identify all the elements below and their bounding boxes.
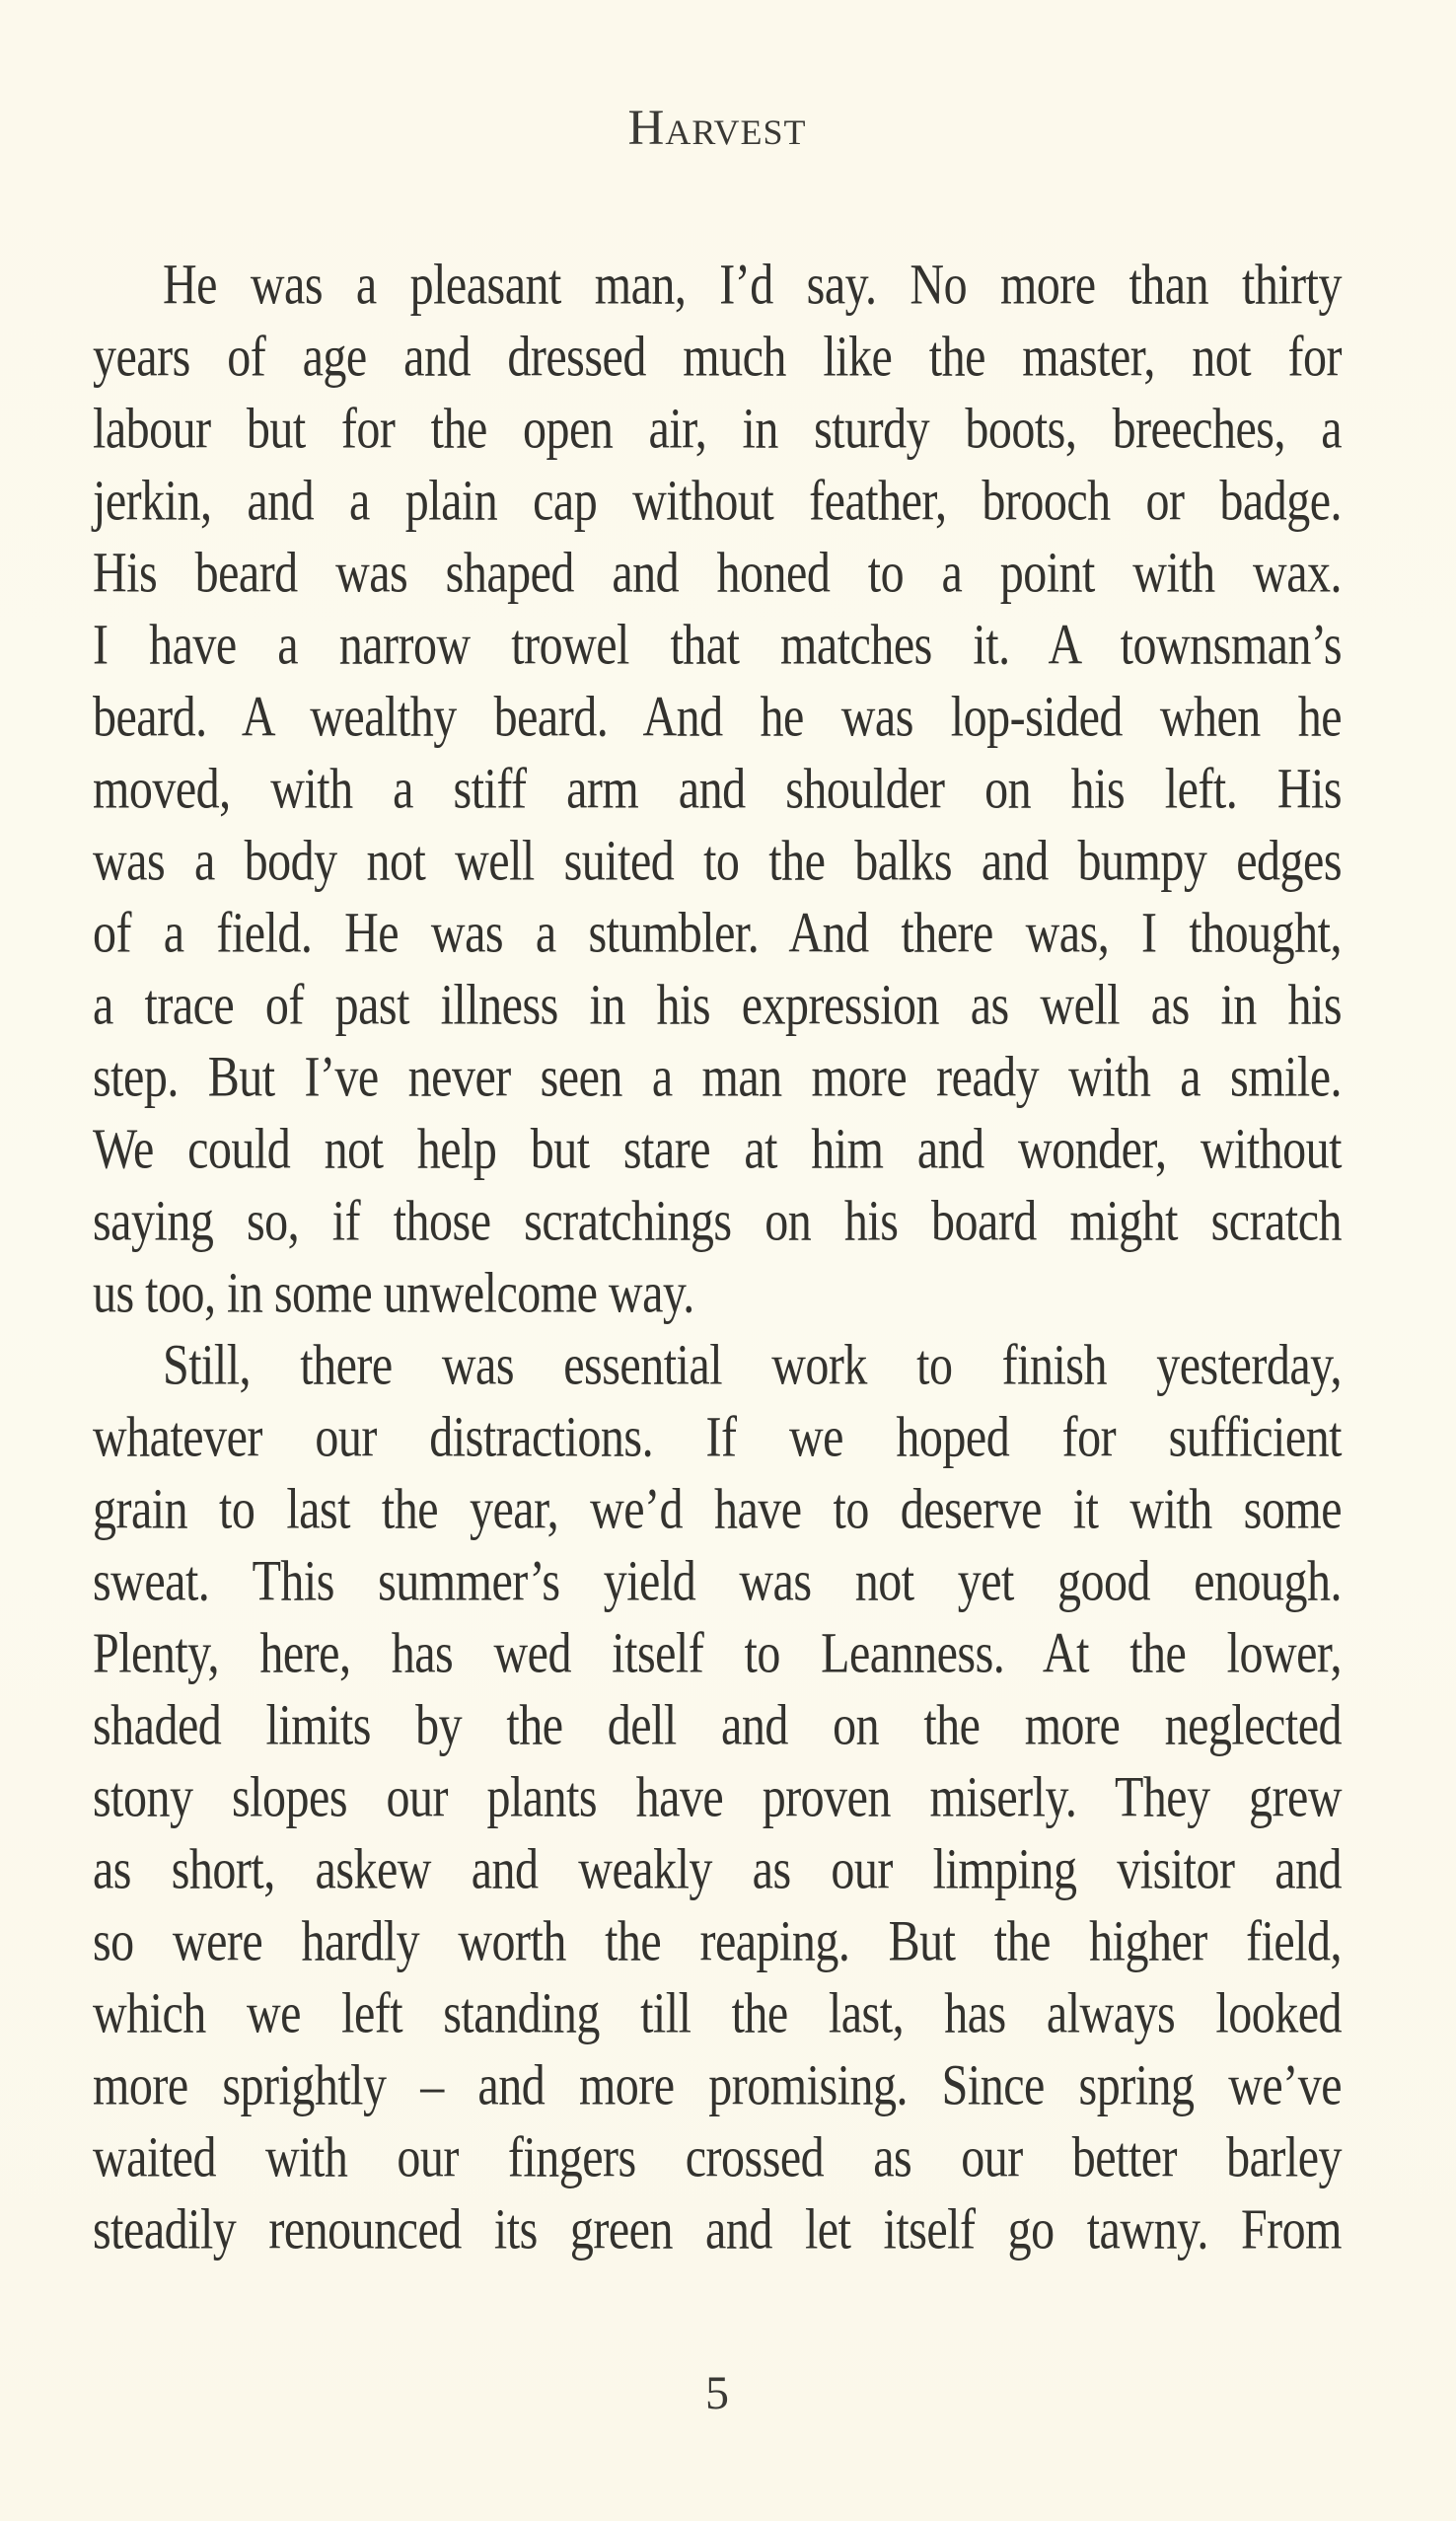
text-line: years of age and dressed much like the master, not for: [93, 325, 1342, 389]
text-line: as short, askew and weakly as our limping visitor and: [93, 1837, 1342, 1901]
text-line: waited with our fingers crossed as our better barley: [93, 2125, 1342, 2189]
chapter-title: Harvest: [627, 101, 807, 156]
text-line: shaded limits by the dell and on the more neglected: [93, 1693, 1342, 1757]
text-line: We could not help but stare at him and wonder, without: [93, 1117, 1342, 1181]
text-line: so were hardly worth the reaping. But the higher field,: [93, 1909, 1342, 1973]
text-line: He was a pleasant man, I’d say. No more than thirty: [163, 253, 1342, 317]
text-line: step. But I’ve never seen a man more ready with a smile.: [93, 1045, 1342, 1109]
text-line: moved, with a stiff arm and shoulder on his left. His: [93, 757, 1342, 821]
text-line: was a body not well suited to the balks and bumpy edges: [93, 829, 1342, 893]
text-line: Plenty, here, has wed itself to Leanness. At the lower,: [93, 1621, 1342, 1685]
text-line: sweat. This summer’s yield was not yet good enough.: [93, 1549, 1342, 1613]
text-line: jerkin, and a plain cap without feather, brooch or badge.: [93, 469, 1342, 533]
text-line: His beard was shaped and honed to a point with wax.: [93, 541, 1342, 605]
text-line: us too, in some unwelcome way.: [93, 1261, 694, 1325]
text-block: [93, 249, 1342, 2265]
text-line: Still, there was essential work to finish yesterday,: [163, 1333, 1342, 1397]
text-line: of a field. He was a stumbler. And there was, I thought,: [93, 901, 1342, 965]
text-line: I have a narrow trowel that matches it. A townsman’s: [93, 613, 1342, 677]
text-line: more sprightly – and more promising. Since spring we’ve: [93, 2053, 1342, 2117]
text-line: stony slopes our plants have proven miserly. They grew: [93, 1765, 1342, 1829]
text-line: whatever our distractions. If we hoped for sufficient: [93, 1405, 1342, 1469]
page-number: 5: [705, 2367, 729, 2419]
text-line: which we left standing till the last, has always looked: [93, 1981, 1342, 2045]
text-line: a trace of past illness in his expression as well as in his: [93, 973, 1342, 1037]
text-line: beard. A wealthy beard. And he was lop-sided when he: [93, 685, 1342, 749]
text-line: labour but for the open air, in sturdy boots, breeches, a: [93, 397, 1342, 461]
text-line: grain to last the year, we’d have to deserve it with some: [93, 1477, 1342, 1541]
text-line: steadily renounced its green and let itself go tawny. From: [93, 2197, 1342, 2261]
text-line: saying so, if those scratchings on his board might scratch: [93, 1189, 1342, 1253]
